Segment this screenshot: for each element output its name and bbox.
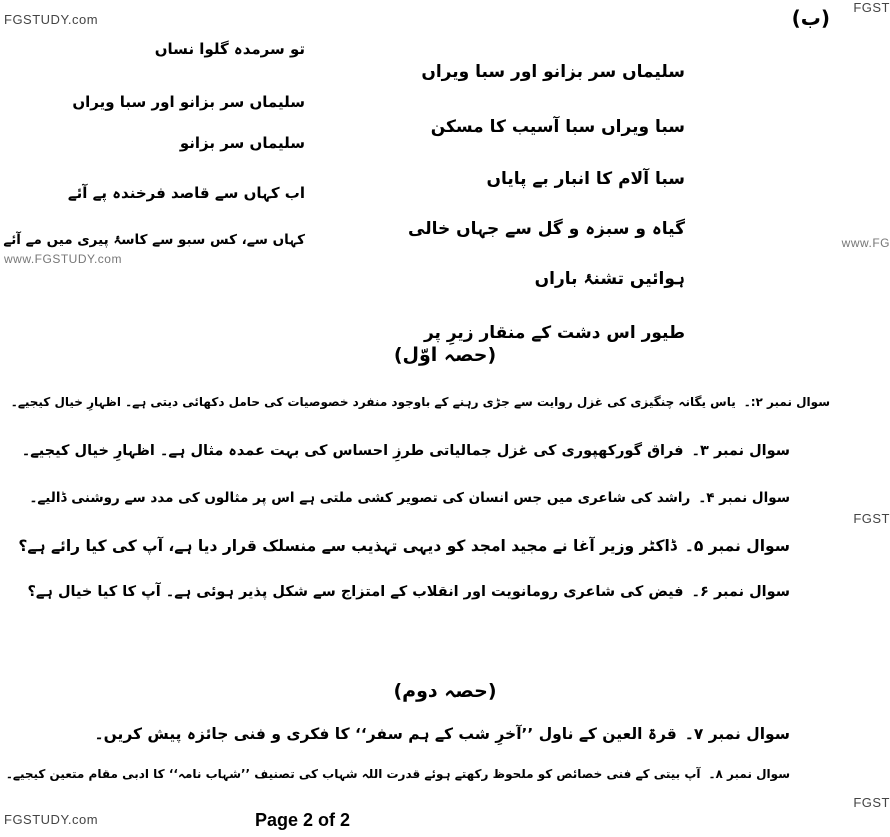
question-number: سوال نمبر ۵۔ bbox=[684, 537, 790, 555]
poem-right-line: طیور اس دشت کے منقار زیرِ پر bbox=[423, 323, 685, 343]
watermark-top-right: FGST bbox=[853, 0, 890, 15]
page-number: Page 2 of 2 bbox=[255, 810, 351, 830]
question-number: سوال نمبر ۲:۔ bbox=[743, 395, 830, 409]
question-text: قرۃ العین کے ناول ’’آخرِ شب کے ہم سفر‘‘ کا فکری و فنی جائزہ پیش کریں۔ bbox=[94, 725, 677, 743]
question-text: فراق گورکھپوری کی غزل جمالیاتی طرزِ احساس کی بہت عمدہ مثال ہے۔ اظہارِ خیال کیجیے۔ bbox=[21, 443, 684, 459]
question-item bbox=[29, 490, 790, 506]
question-item bbox=[11, 395, 830, 409]
poem-right-line: گیاہ و سبزہ و گل سے جہاں خالی bbox=[408, 219, 685, 239]
question-item bbox=[18, 537, 790, 555]
poem-left-line: سلیماں سر بزانو اور سبا ویراں bbox=[72, 93, 305, 111]
watermark-right-middle: FGST bbox=[853, 511, 890, 526]
question-text: راشد کی شاعری میں جس انسان کی تصویر کشی ملتی ہے اس پر مثالوں کی مدد سے روشنی ڈالیے۔ bbox=[29, 490, 691, 506]
part2-heading: (حصہ دوم) bbox=[393, 680, 497, 702]
question-text: یاس یگانہ چنگیزی کی غزل روایت سے جڑی رہنے کے باوجود منفرد خصوصیات کی حامل دکھائی دیتی ہے۔ اظہارِ خیال کیجیے۔ bbox=[10, 395, 736, 409]
watermark-mid-right: www.FG bbox=[841, 236, 890, 250]
poem-left-line: سلیماں سر بزانو bbox=[179, 134, 305, 152]
poem-right-line: سبا ویراں سبا آسیب کا مسکن bbox=[430, 117, 685, 137]
poem-right-line: سلیماں سر بزانو اور سبا ویراں bbox=[421, 62, 685, 82]
part1-heading: (حصہ اوّل) bbox=[393, 344, 497, 366]
question-number: سوال نمبر ۳۔ bbox=[691, 443, 790, 459]
question-item bbox=[22, 443, 790, 459]
question-text: آپ بیتی کے فنی خصائص کو ملحوظ رکھتے ہوئے قدرت اللہ شہاب کی تصنیف ’’شہاب نامہ‘‘ کا ادبی مقام متعین کیجیے۔ bbox=[5, 767, 701, 781]
section-b-label: (ب) bbox=[791, 6, 830, 30]
question-number: سوال نمبر ۶۔ bbox=[691, 584, 790, 600]
question-number: سوال نمبر ۷۔ bbox=[684, 725, 790, 743]
watermark-top-left: FGSTUDY.com bbox=[4, 12, 99, 27]
watermark-bottom-left: FGSTUDY.com bbox=[4, 812, 99, 827]
poem-right-line: سبا آلام کا انبار بے پایاں bbox=[486, 169, 685, 189]
question-item bbox=[28, 584, 791, 600]
watermark-bottom-right: FGST bbox=[853, 795, 890, 810]
question-item bbox=[95, 725, 791, 743]
poem-right-line: ہوائیں تشنۂ باراں bbox=[534, 269, 685, 289]
poem-left-line: تو سرمدہ گلوا نساں bbox=[154, 40, 305, 58]
question-item bbox=[6, 767, 790, 781]
poem-left-line: اب کہاں سے قاصد فرخندہ پے آئے bbox=[67, 184, 305, 202]
question-number: سوال نمبر ۸۔ bbox=[708, 767, 790, 781]
question-text: ڈاکٹر وزیر آغا نے مجید امجد کو دیہی تہذیب سے منسلک قرار دیا ہے، آپ کی کیا رائے ہے؟ bbox=[18, 537, 677, 555]
question-number: سوال نمبر ۴۔ bbox=[698, 490, 790, 506]
question-text: فیض کی شاعری رومانویت اور انقلاب کے امتزاج سے شکل پذیر ہوئی ہے۔ آپ کا کیا خیال ہے؟ bbox=[27, 584, 684, 600]
watermark-mid-left: www.FGSTUDY.com bbox=[4, 252, 122, 266]
poem-left-line: کہاں سے، کس سبو سے کاسۂ پیری میں مے آئے bbox=[3, 232, 305, 248]
